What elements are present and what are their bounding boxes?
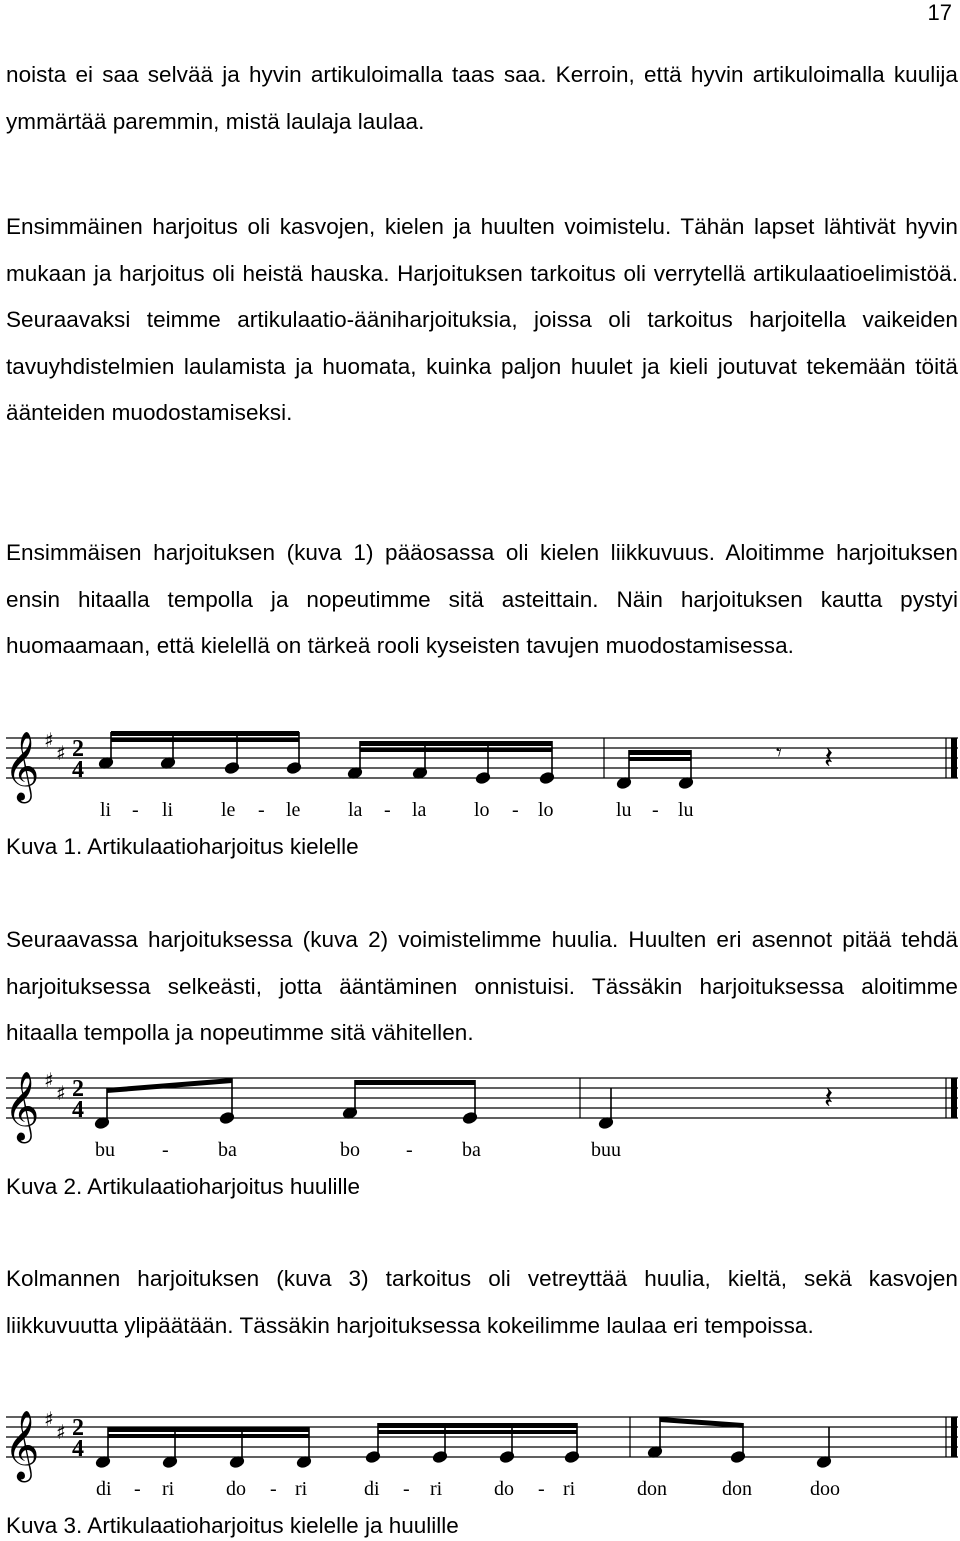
lyric: do xyxy=(226,1478,246,1500)
lyric: don xyxy=(637,1478,667,1500)
treble-clef-icon: 𝄞 xyxy=(4,1071,40,1141)
time-signature-bottom: 4 xyxy=(72,1097,84,1123)
lyric: di xyxy=(364,1478,380,1500)
figure-caption-1: Kuva 1. Artikulaatioharjoitus kielelle xyxy=(6,834,359,859)
music-score-1 xyxy=(0,724,960,824)
lyric: - xyxy=(258,799,265,821)
lyric: - xyxy=(384,799,391,821)
lyric: la xyxy=(348,799,363,821)
lyric: - xyxy=(162,1139,169,1161)
quarter-rest-icon: 𝄽 xyxy=(824,741,834,776)
lyric: do xyxy=(494,1478,514,1500)
lyric: ri xyxy=(563,1478,576,1500)
music-score-3 xyxy=(0,1403,960,1503)
time-signature-top: 2 xyxy=(72,1415,84,1441)
paragraph-2: Ensimmäinen harjoitus oli kasvojen, kielen ja huulten voimistelu. Tähän lapset lähtivät hyvin mukaan ja harjoitus oli heistä hauska. Harjoituksen tarkoitus oli verrytellä artikulaatioelimistöä. Seuraavaksi teimme artikulaatio-ääniharjoituksia, joissa oli tarkoitus harjoitella vaikeiden tavuyhdistelmien laulamista ja huomata, kuinka paljon huulet ja kieli joutuvat tekemään töitä äänteiden muodostamiseksi. xyxy=(6,214,958,425)
lyric: le xyxy=(286,799,301,821)
treble-clef-icon: 𝄞 xyxy=(4,731,40,801)
lyric: le xyxy=(221,799,236,821)
paragraph-5: Kolmannen harjoituksen (kuva 3) tarkoitus oli vetreyttää huulia, kieltä, sekä kasvojen liikkuvuutta ylipäätään. Tässäkin harjoituksessa kokeilimme laulaa eri tempoissa. xyxy=(6,1266,958,1338)
sharp-icon: ♯ xyxy=(44,1068,54,1092)
lyric: - xyxy=(538,1478,545,1500)
lyric: ba xyxy=(218,1139,237,1161)
sharp-icon: ♯ xyxy=(44,728,54,752)
sharp-icon: ♯ xyxy=(56,1420,66,1444)
quarter-rest-icon: 𝄽 xyxy=(824,1081,834,1116)
figure-caption-2: Kuva 2. Artikulaatioharjoitus huulille xyxy=(6,1174,360,1199)
time-signature-top: 2 xyxy=(72,736,84,762)
figure-caption-3: Kuva 3. Artikulaatioharjoitus kielelle ja huulille xyxy=(6,1513,459,1538)
lyric: buu xyxy=(591,1139,621,1161)
lyric: - xyxy=(512,799,519,821)
time-signature-bottom: 4 xyxy=(72,1436,84,1462)
paragraph-1: noista ei saa selvää ja hyvin artikuloimalla taas saa. Kerroin, että hyvin artikuloimalla kuulija ymmärtää paremmin, mistä laulaja laulaa. xyxy=(6,62,958,134)
eighth-rest-icon: 𝄾 xyxy=(776,741,782,766)
sharp-icon: ♯ xyxy=(56,741,66,765)
lyric: ri xyxy=(430,1478,443,1500)
lyric: ba xyxy=(462,1139,481,1161)
time-signature-top: 2 xyxy=(72,1076,84,1102)
sharp-icon: ♯ xyxy=(56,1081,66,1105)
lyric: don xyxy=(722,1478,752,1500)
lyric: ri xyxy=(162,1478,175,1500)
lyric: bu xyxy=(95,1139,115,1161)
lyric: - xyxy=(403,1478,410,1500)
lyric: - xyxy=(270,1478,277,1500)
lyric: doo xyxy=(810,1478,840,1500)
lyric: - xyxy=(134,1478,141,1500)
lyric: li xyxy=(100,799,112,821)
time-signature-bottom: 4 xyxy=(72,757,84,783)
lyric: lu xyxy=(678,799,694,821)
treble-clef-icon: 𝄞 xyxy=(4,1410,40,1480)
lyric: ri xyxy=(295,1478,308,1500)
lyric: li xyxy=(162,799,174,821)
lyric: - xyxy=(132,799,139,821)
lyric: la xyxy=(412,799,427,821)
page-number: 17 xyxy=(927,0,952,25)
lyric: - xyxy=(652,799,659,821)
lyric: di xyxy=(96,1478,112,1500)
lyric: - xyxy=(406,1139,413,1161)
lyric: lo xyxy=(538,799,554,821)
lyric: lu xyxy=(616,799,632,821)
music-score-2 xyxy=(0,1064,960,1164)
sharp-icon: ♯ xyxy=(44,1407,54,1431)
lyric: lo xyxy=(474,799,490,821)
paragraph-3: Ensimmäisen harjoituksen (kuva 1) pääosassa oli kielen liikkuvuus. Aloitimme harjoituksen ensin hitaalla tempolla ja nopeutimme sitä asteittain. Näin harjoituksen kautta pystyi huomaamaan, että kielellä on tärkeä rooli kyseisten tavujen muodostamisessa. xyxy=(6,540,958,658)
paragraph-4: Seuraavassa harjoituksessa (kuva 2) voimistelimme huulia. Huulten eri asennot pitää tehdä harjoituksessa selkeästi, jotta ääntäminen onnistuisi. Tässäkin harjoituksessa aloitimme hitaalla tempolla ja nopeutimme sitä vähitellen. xyxy=(6,927,958,1045)
lyric: bo xyxy=(340,1139,360,1161)
